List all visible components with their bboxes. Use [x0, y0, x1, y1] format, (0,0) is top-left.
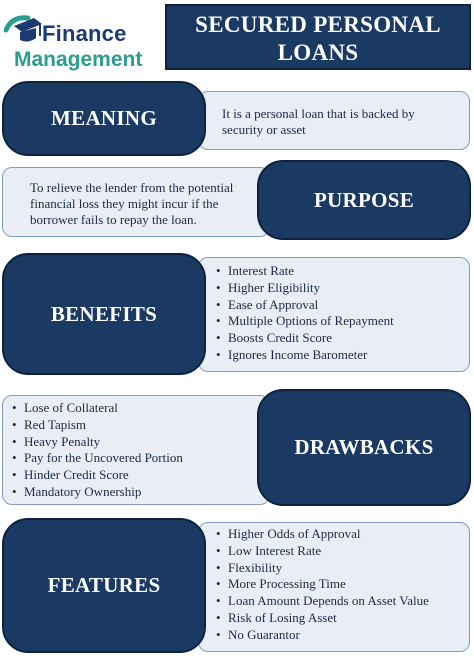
list-item: • Higher Odds of Approval	[216, 526, 429, 543]
list-item: • Loan Amount Depends on Asset Value	[216, 593, 429, 610]
logo-text-management: Management	[14, 48, 143, 71]
list-item: • Red Tapism	[12, 417, 183, 434]
purpose-text	[30, 180, 260, 228]
purpose-text-line-3: borrower fails to repay the loan.	[30, 212, 197, 227]
logo-text-finance: Finance	[42, 21, 127, 46]
purpose-text-line-1: To relieve the lender from the potential	[30, 180, 234, 195]
meaning-text	[222, 106, 462, 138]
list-item: • Multiple Options of Repayment	[216, 313, 394, 330]
title-line-2: LOANS	[277, 40, 359, 65]
list-item: • Heavy Penalty	[12, 434, 183, 451]
benefits-label: BENEFITS	[2, 253, 206, 375]
drawbacks-list	[12, 400, 183, 501]
page-title	[165, 4, 471, 70]
list-item: • More Processing Time	[216, 576, 429, 593]
list-item: • Ease of Approval	[216, 297, 394, 314]
meaning-text-line-2: security or asset	[222, 122, 306, 137]
list-item: • Flexibility	[216, 560, 429, 577]
title-line-1: SECURED PERSONAL	[195, 12, 441, 37]
list-item: • Low Interest Rate	[216, 543, 429, 560]
graduation-cap-icon	[4, 10, 44, 50]
list-item: • Interest Rate	[216, 263, 394, 280]
finance-management-logo	[4, 10, 162, 70]
purpose-label: PURPOSE	[257, 160, 471, 240]
list-item: • Risk of Losing Asset	[216, 610, 429, 627]
list-item: • Higher Eligibility	[216, 280, 394, 297]
benefits-list	[216, 263, 394, 364]
list-item: • Ignores Income Barometer	[216, 347, 394, 364]
list-item: • No Guarantor	[216, 627, 429, 644]
drawbacks-label: DRAWBACKS	[257, 389, 471, 506]
list-item: • Boosts Credit Score	[216, 330, 394, 347]
list-item: • Hinder Credit Score	[12, 467, 183, 484]
list-item: • Mandatory Ownership	[12, 484, 183, 501]
list-item: • Pay for the Uncovered Portion	[12, 450, 183, 467]
purpose-text-line-2: financial loss they might incur if the	[30, 196, 219, 211]
features-label: FEATURES	[2, 518, 206, 653]
list-item: • Lose of Collateral	[12, 400, 183, 417]
meaning-text-line-1: It is a personal loan that is backed by	[222, 106, 415, 121]
meaning-label: MEANING	[2, 81, 206, 156]
features-list	[216, 526, 429, 644]
